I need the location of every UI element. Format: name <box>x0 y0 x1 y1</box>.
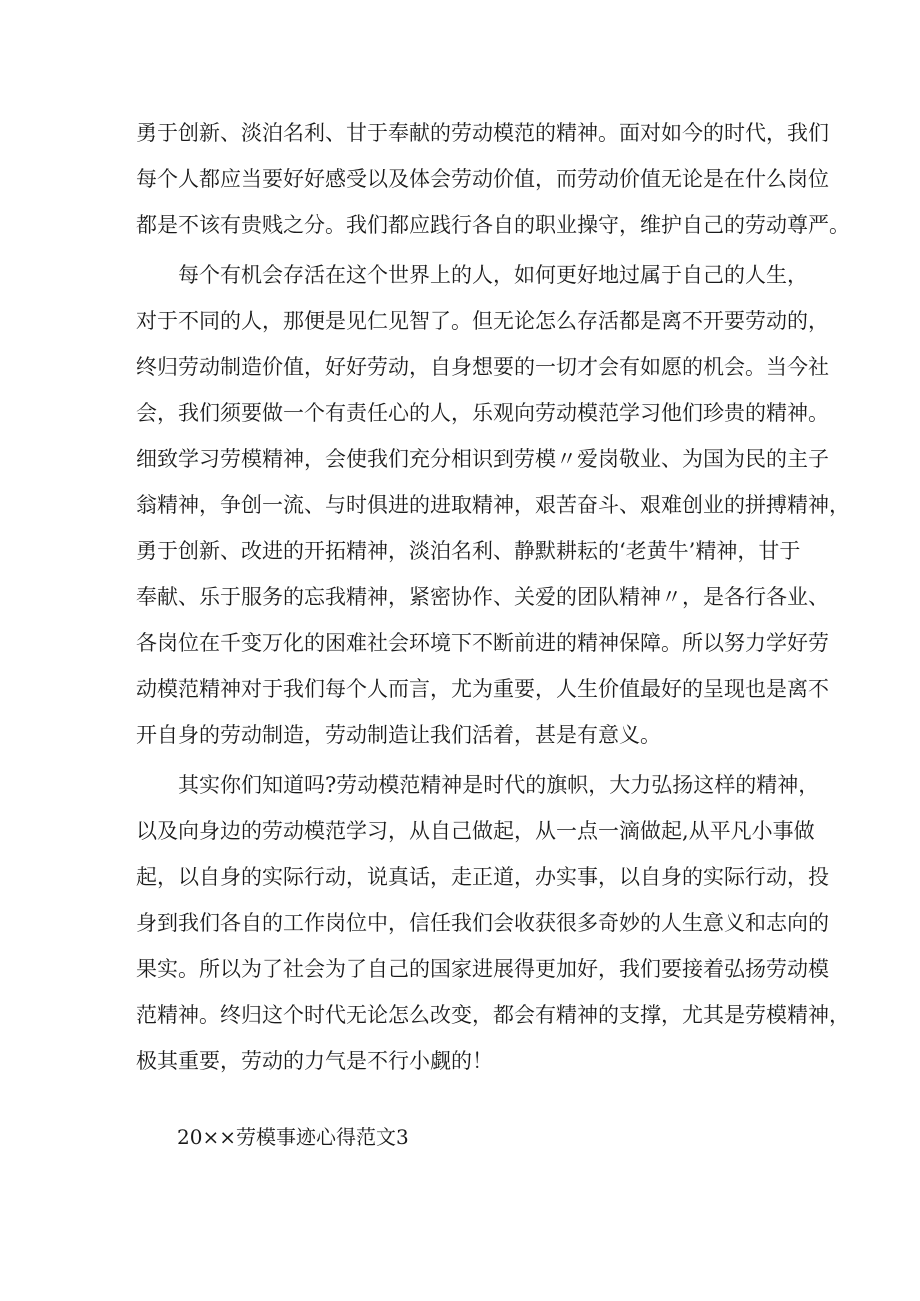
text-line: 都是不该有贵贱之分。我们都应践行各自的职业操守，维护自己的劳动尊严。 <box>136 213 850 237</box>
text-line: 细致学习劳模精神，会使我们充分相识到劳模〃爱岗敬业、为国为民的主子 <box>136 447 829 471</box>
text-line: 对于不同的人，那便是见仁见智了。但无论怎么存活都是离不开要劳动的， <box>136 309 829 333</box>
paragraph <box>136 110 850 248</box>
text-line: 以及向身边的劳动模范学习，从自己做起，从一点一滴做起,从平凡小事做 <box>136 819 815 843</box>
text-line: 奉献、乐于服务的忘我精神，紧密协作、关爱的团队精神〃，是各行各业、 <box>136 585 829 609</box>
text-line: 其实你们知道吗?劳动模范精神是时代的旗帜，大力弘扬这样的精神， <box>136 773 820 797</box>
text-line: 动模范精神对于我们每个人而言，尤为重要，人生价值最好的呈现也是离不 <box>136 677 829 701</box>
text-line: 勇于创新、改进的开拓精神，淡泊名利、静默耕耘的‘老黄牛’精神，甘于 <box>136 539 801 563</box>
paragraph <box>136 252 850 758</box>
text-line: 身到我们各自的工作岗位中，信任我们会收获很多奇妙的人生意义和志向的 <box>136 911 829 935</box>
text-line: 各岗位在千变万化的困难社会环境下不断前进的精神保障。所以努力学好劳 <box>136 631 829 655</box>
text-line: 开自身的劳动制造，劳动制造让我们活着，甚是有意义。 <box>136 723 661 747</box>
text-line: 范精神。终归这个时代无论怎么改变，都会有精神的支撑，尤其是劳模精神， <box>136 1003 850 1027</box>
paragraph <box>136 762 850 1084</box>
text-line: 每个人都应当要好好感受以及体会劳动价值，而劳动价值无论是在什么岗位 <box>136 167 829 191</box>
text-line: 果实。所以为了社会为了自己的国家进展得更加好，我们要接着弘扬劳动模 <box>136 957 829 981</box>
text-line: 终归劳动制造价值，好好劳动，自身想要的一切才会有如愿的机会。当今社 <box>136 355 829 379</box>
text-line: 每个有机会存活在这个世界上的人，如何更好地过属于自己的人生， <box>136 263 808 287</box>
text-line: 会，我们须要做一个有责任心的人，乐观向劳动模范学习他们珍贵的精神。 <box>136 401 829 425</box>
text-line: 起，以自身的实际行动，说真话，走正道，办实事，以自身的实际行动，投 <box>136 865 829 889</box>
section-heading: 20××劳模事迹心得范文3 <box>177 1125 409 1149</box>
text-line: 极其重要，劳动的力气是不行小觑的！ <box>136 1049 493 1073</box>
document-body <box>136 110 850 1160</box>
text-line: 翁精神，争创一流、与时俱进的进取精神，艰苦奋斗、艰难创业的拼搏精神， <box>136 493 850 517</box>
text-line: 勇于创新、淡泊名利、甘于奉献的劳动模范的精神。面对如今的时代，我们 <box>136 121 829 145</box>
